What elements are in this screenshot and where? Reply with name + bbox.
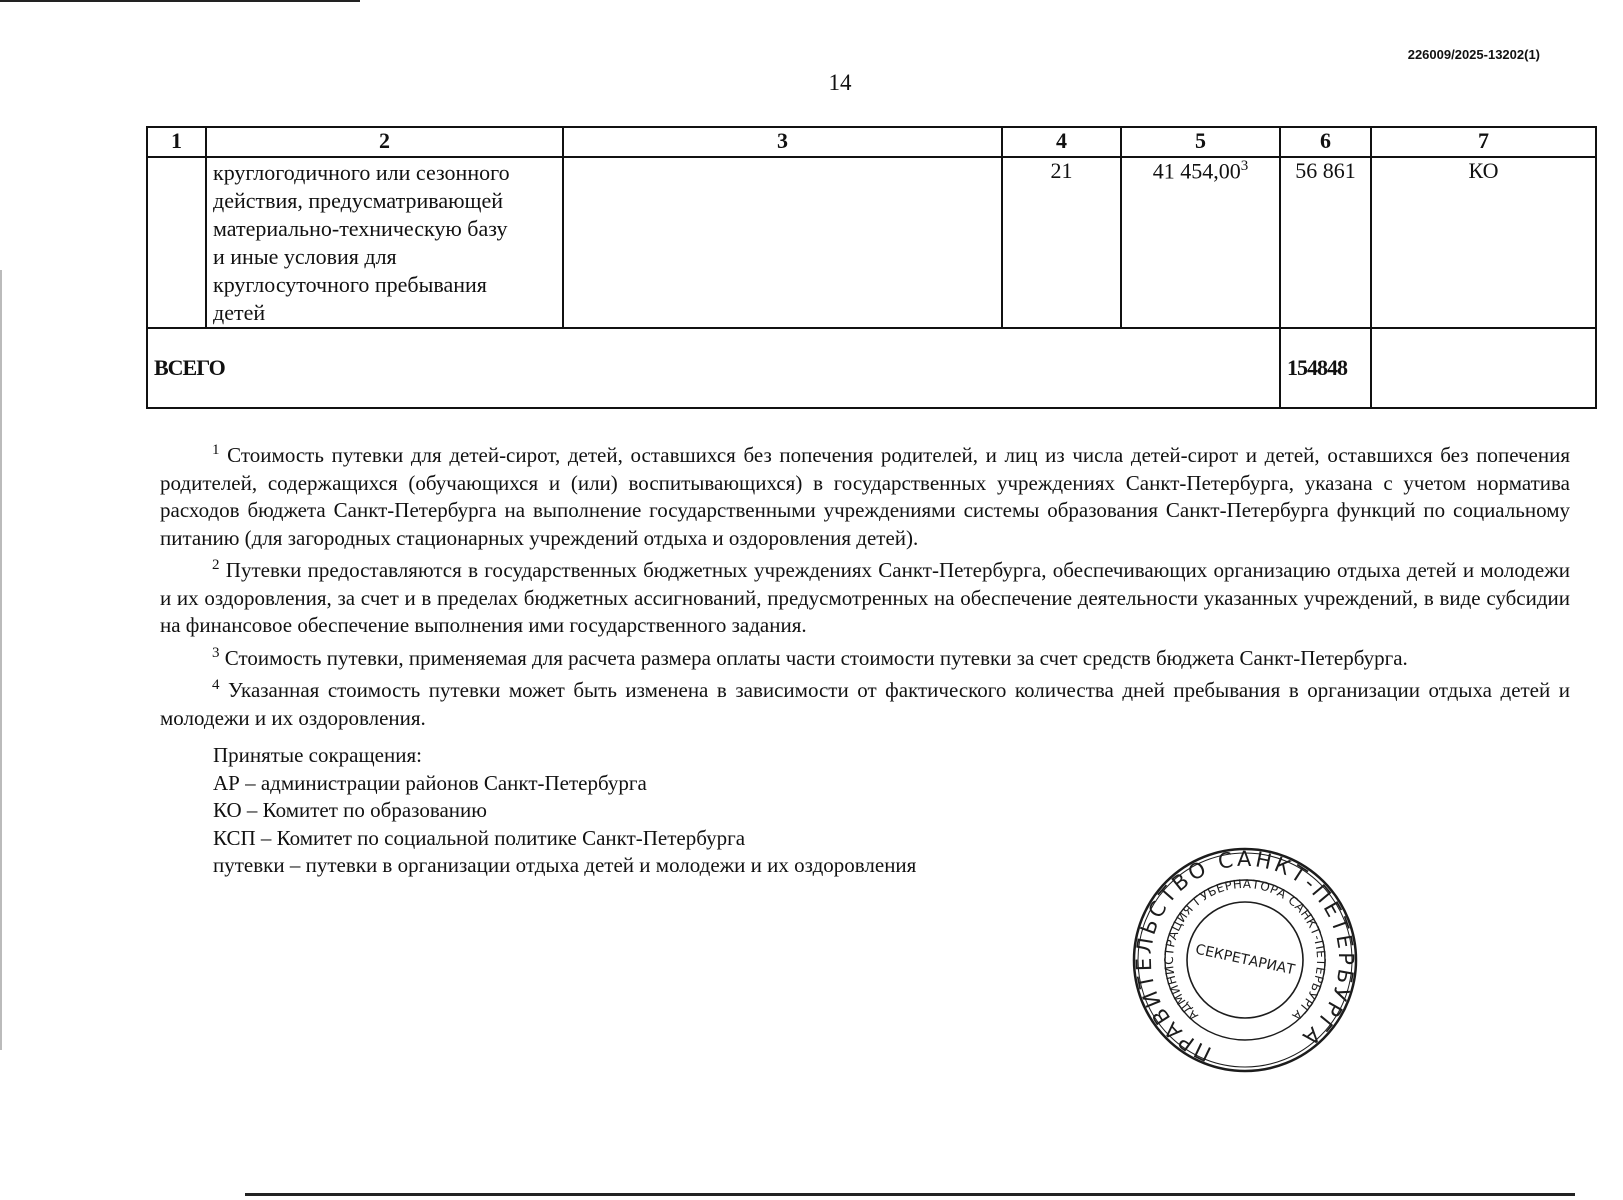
footnote-ref: 3 xyxy=(1240,158,1249,174)
footnote-mark: 4 xyxy=(212,677,220,693)
service-description-cell xyxy=(206,157,563,328)
column-header: 4 xyxy=(1002,127,1121,157)
bottom-edge-line xyxy=(245,1193,1575,1196)
empty-cell xyxy=(1371,328,1596,408)
footnote-mark: 2 xyxy=(212,557,220,573)
footnote xyxy=(160,640,1570,673)
row-number-cell xyxy=(147,157,206,328)
column-header: 5 xyxy=(1121,127,1280,157)
official-seal xyxy=(1130,845,1360,1075)
column-header: 1 xyxy=(147,127,206,157)
footnote-text: Стоимость путевки, применяемая для расчета размера оплаты части стоимости путевки за счет средств бюджета Санкт-Петербурга. xyxy=(224,645,1408,670)
abbreviation-item: АР – администрации районов Санкт-Петербурга xyxy=(213,770,647,795)
executor-cell: КО xyxy=(1371,157,1596,328)
footnote xyxy=(160,672,1570,732)
total-label: ВСЕГО xyxy=(147,328,1280,408)
footnotes xyxy=(160,437,1570,732)
footnote xyxy=(160,437,1570,552)
abbreviation-item: КО – Комитет по образованию xyxy=(213,798,487,822)
footnote-text: Стоимость путевки для детей-сирот, детей, оставшихся без попечения родителей, и лиц из числа детей-сирот и детей, оставшихся без попечения родителей, содержащихся (обучающихся и (или) воспитывающихся) в государственных учреждениях Санкт-Петербурга, указана с учетом норматива расходов бюджета Санкт-Петербурга на выполнение государственными учреждениями системы образования Санкт-Петербурга функций по социальному питанию (для загородных стационарных учреждений отдыха и оздоровления детей). xyxy=(160,443,1571,550)
empty-cell xyxy=(563,157,1002,328)
column-header: 2 xyxy=(206,127,563,157)
description-line: круглогодичного или сезонного xyxy=(213,160,510,185)
column-header: 3 xyxy=(563,127,1002,157)
services-table xyxy=(146,126,1597,409)
table-row xyxy=(147,157,1596,328)
price-value: 41 454,00 xyxy=(1152,158,1241,184)
footnote-mark: 1 xyxy=(212,442,220,458)
description-line: круглосуточного пребывания xyxy=(213,272,487,297)
seal-inner-text: АДМИНИСТРАЦИЯ ГУБЕРНАТОРА САНКТ-ПЕТЕРБУРГА xyxy=(1161,876,1329,1024)
footnote-text: Путевки предоставляются в государственных бюджетных учреждениях Санкт-Петербурга, обеспечивающих организацию отдыха детей и молодежи и их оздоровления, за счет и в пределах бюджетных ассигнований, предусмотренных на обеспечение деятельности указанных учреждений, в виде субсидии на финансовое обеспечение выполнения ими государственного задания. xyxy=(160,558,1570,637)
top-edge-line xyxy=(0,0,360,2)
description-line: и иные условия для xyxy=(213,244,397,269)
days-cell: 21 xyxy=(1002,157,1121,328)
abbreviations-title: Принятые сокращения: xyxy=(213,743,422,767)
footnote xyxy=(160,552,1570,640)
total-row xyxy=(147,328,1596,408)
table-header-row xyxy=(147,127,1596,157)
document-id: 226009/2025-13202(1) xyxy=(1407,47,1540,62)
column-header: 7 xyxy=(1371,127,1596,157)
description-line: материально-техническую базу xyxy=(213,216,508,241)
price-cell xyxy=(1121,157,1280,328)
footnote-text: Указанная стоимость путевки может быть изменена в зависимости от фактического количества дней пребывания в организации отдыха детей и молодежи и их оздоровления. xyxy=(160,678,1571,730)
seal-center-text: СЕКРЕТАРИАТ xyxy=(1193,941,1297,979)
seal-outer-text: ПРАВИТЕЛЬСТВО САНКТ-ПЕТЕРБУРГА xyxy=(1131,846,1359,1066)
column-header: 6 xyxy=(1280,127,1371,157)
count-cell: 56 861 xyxy=(1280,157,1371,328)
description-line: детей xyxy=(213,300,266,325)
page-number: 14 xyxy=(828,70,852,95)
footnote-mark: 3 xyxy=(212,644,220,661)
abbreviations xyxy=(213,742,916,880)
scan-edge-mark xyxy=(0,270,2,1050)
total-value: 154848 xyxy=(1280,328,1371,408)
description-line: действия, предусматривающей xyxy=(213,188,503,213)
abbreviation-item: КСП – Комитет по социальной политике Санкт-Петербурга xyxy=(213,825,746,850)
abbreviation-item: путевки – путевки в организации отдыха детей и молодежи и их оздоровления xyxy=(213,853,917,877)
